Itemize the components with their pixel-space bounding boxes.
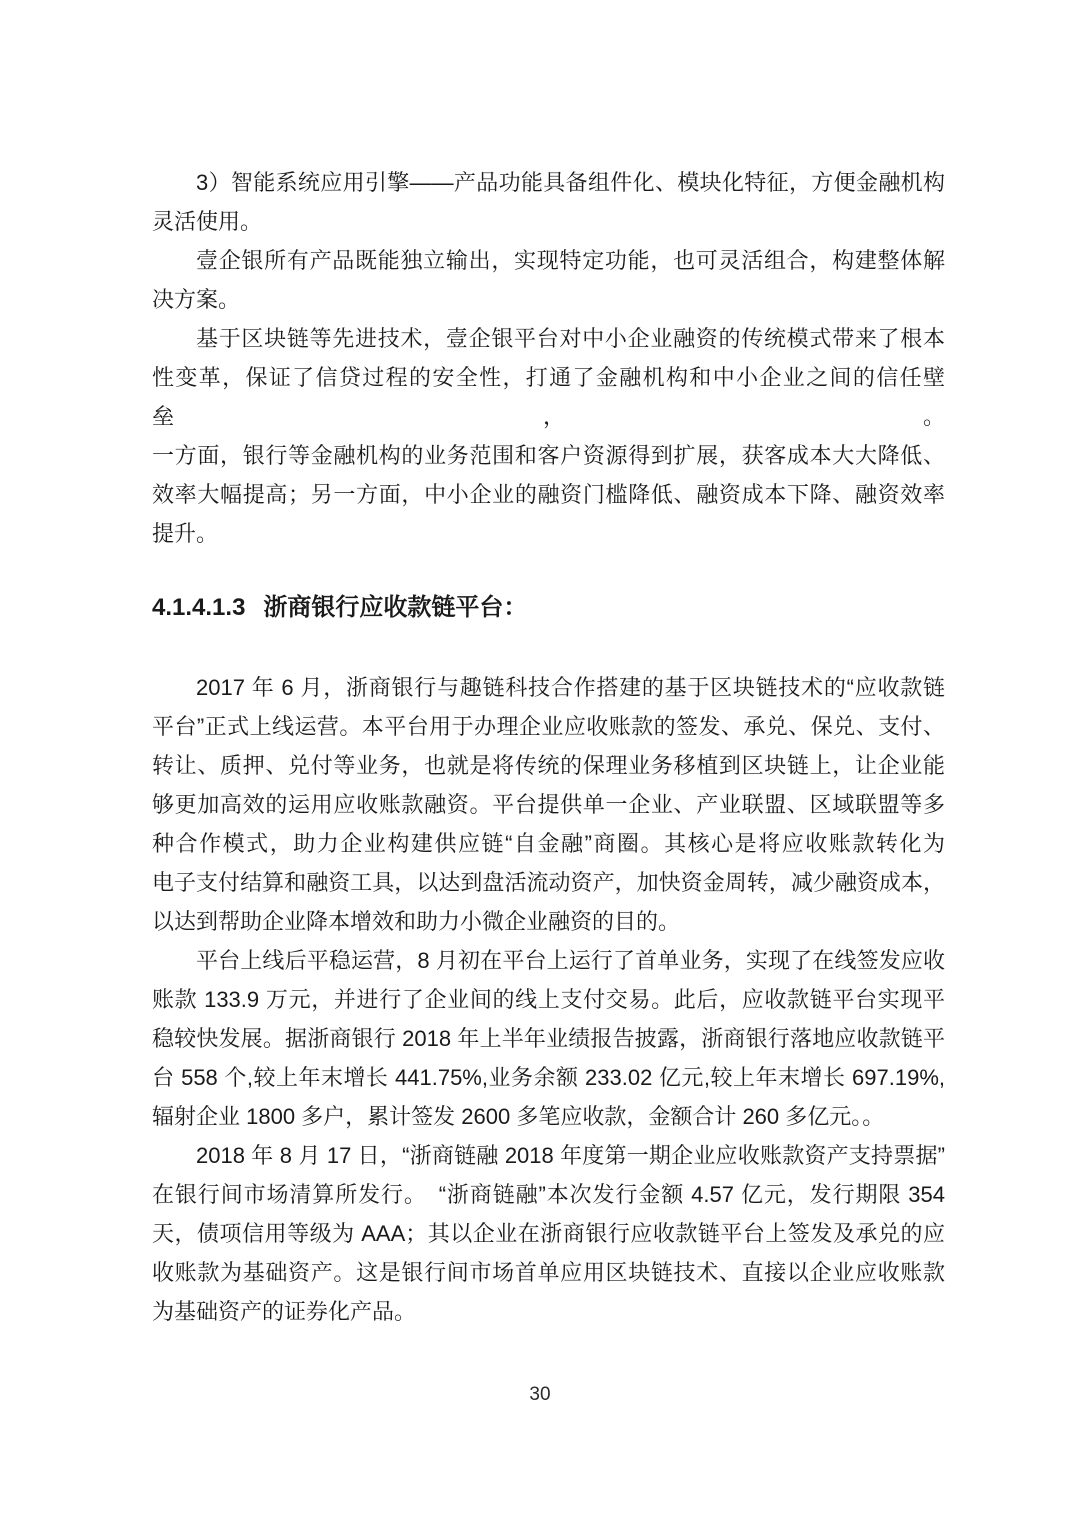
text-line: 2018 年 8 月 17 日，“浙商链融 2018 年度第一期企业应收账款资产支持票据” xyxy=(196,1143,945,1168)
text-line: 电子支付结算和融资工具，以达到盘活流动资产，加快资金周转，减少融资成本， xyxy=(152,870,945,895)
document-text xyxy=(152,163,945,1331)
text-line: 灵活使用。 xyxy=(152,209,263,234)
text-line: 以达到帮助企业降本增效和助力小微企业融资的目的。 xyxy=(152,909,681,934)
text-line: 基于区块链等先进技术，壹企银平台对中小企业融资的传统模式带来了根本 xyxy=(196,326,945,351)
paragraph xyxy=(152,163,945,241)
text-line: 稳较快发展。据浙商银行 2018 年上半年业绩报告披露，浙商银行落地应收款链平 xyxy=(152,1026,945,1051)
text-line: 转让、质押、兑付等业务，也就是将传统的保理业务移植到区块链上，让企业能 xyxy=(152,753,945,778)
text-line: 为基础资产的证券化产品。 xyxy=(152,1299,417,1324)
text-line: 3）智能系统应用引擎——产品功能具备组件化、模块化特征，方便金融机构 xyxy=(196,170,945,195)
text-line: 够更加高效的运用应收账款融资。平台提供单一企业、产业联盟、区域联盟等多 xyxy=(152,792,945,817)
section-heading-title: 浙商银行应收款链平台： xyxy=(263,594,528,621)
text-line: 在银行间市场清算所发行。 “浙商链融”本次发行金额 4.57 亿元，发行期限 354 xyxy=(152,1182,945,1207)
text-line: 台 558 个,较上年末增长 441.75%,业务余额 233.02 亿元,较上年末增长 697.19%, xyxy=(152,1065,945,1090)
text-line: 辐射企业 1800 多户，累计签发 2600 多笔应收款，金额合计 260 多亿元。。 xyxy=(152,1104,885,1129)
paragraph xyxy=(152,941,945,1136)
text-line: 性变革，保证了信贷过程的安全性，打通了金融机构和中小企业之间的信任壁垒，。 xyxy=(152,365,945,429)
section-heading-number: 4.1.4.1.3 xyxy=(152,594,246,621)
text-line: 2017 年 6 月，浙商银行与趣链科技合作搭建的基于区块链技术的“应收款链 xyxy=(196,675,945,700)
section-heading xyxy=(152,588,945,627)
text-line: 决方案。 xyxy=(152,287,241,312)
text-line: 种合作模式，助力企业构建供应链“自金融”商圈。其核心是将应收账款转化为 xyxy=(152,831,945,856)
text-line: 平台上线后平稳运营，8 月初在平台上运行了首单业务，实现了在线签发应收 xyxy=(196,948,945,973)
text-line: 提升。 xyxy=(152,521,219,546)
text-line: 壹企银所有产品既能独立输出，实现特定功能，也可灵活组合，构建整体解 xyxy=(196,248,945,273)
text-line: 一方面，银行等金融机构的业务范围和客户资源得到扩展，获客成本大大降低、 xyxy=(152,443,945,468)
page-number: 30 xyxy=(529,1384,551,1405)
paragraph xyxy=(152,668,945,941)
text-line: 天，债项信用等级为 AAA；其以企业在浙商银行应收款链平台上签发及承兑的应 xyxy=(152,1221,945,1246)
paragraph xyxy=(152,1136,945,1331)
text-line: 效率大幅提高；另一方面，中小企业的融资门槛降低、融资成本下降、融资效率 xyxy=(152,482,945,507)
text-line: 收账款为基础资产。这是银行间市场首单应用区块链技术、直接以企业应收账款 xyxy=(152,1260,945,1285)
paragraph xyxy=(152,319,945,553)
text-line: 账款 133.9 万元，并进行了企业间的线上支付交易。此后，应收款链平台实现平 xyxy=(152,987,945,1012)
text-line: 平台”正式上线运营。本平台用于办理企业应收账款的签发、承兑、保兑、支付、 xyxy=(152,714,945,739)
paragraph xyxy=(152,241,945,319)
